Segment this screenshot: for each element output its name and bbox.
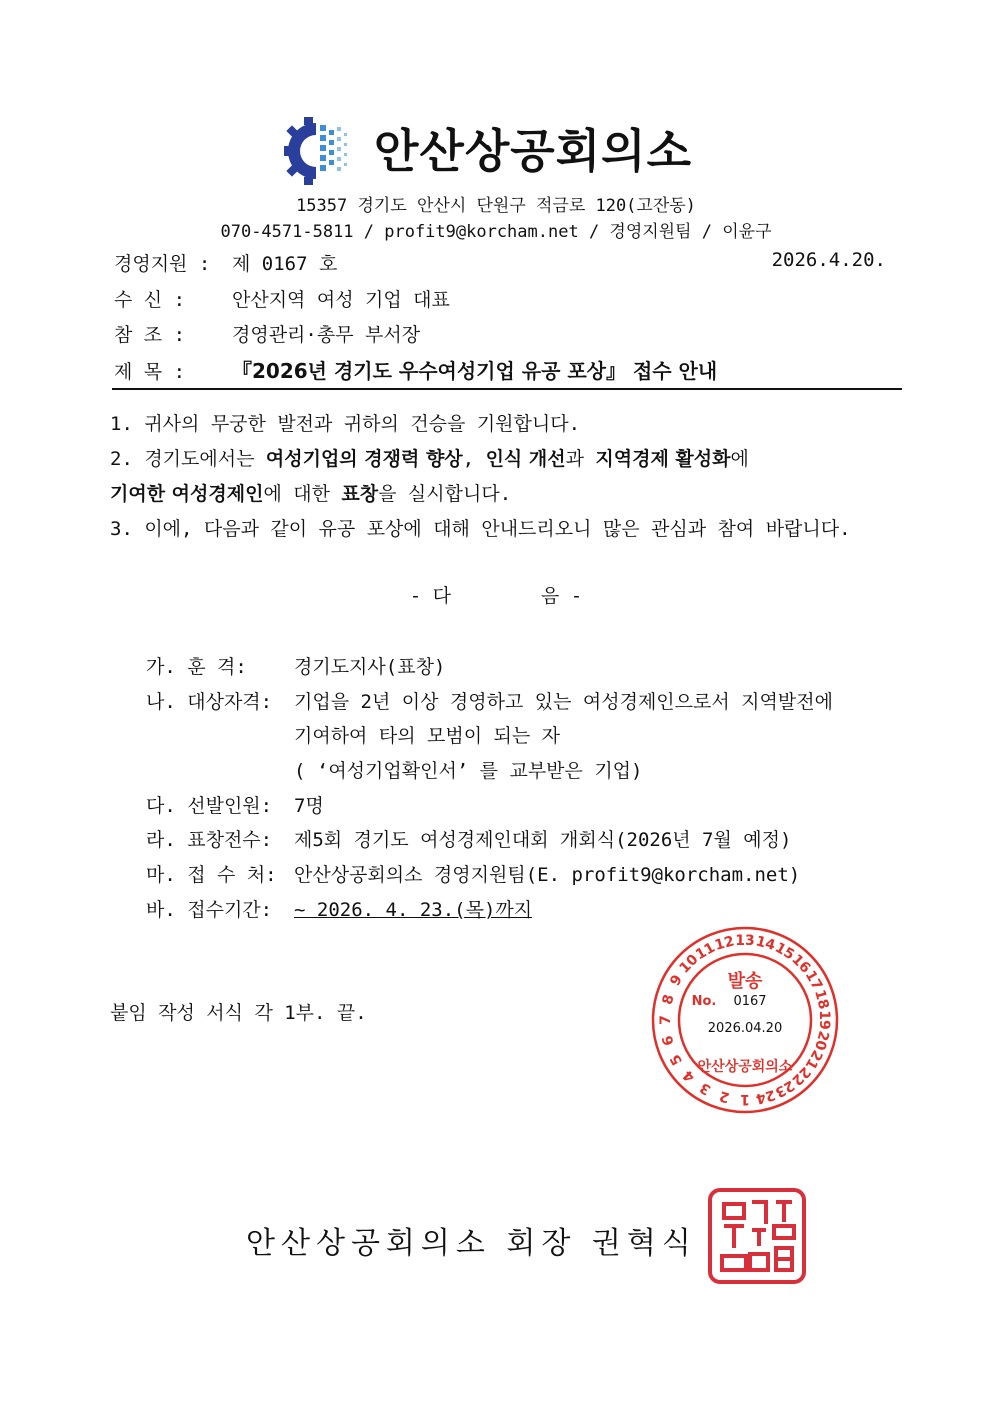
header-divider (112, 388, 902, 390)
org-logo (282, 117, 722, 185)
stamp-ring-number: 17 (801, 968, 826, 993)
item-eligibility-label: 나. 대상자격: (146, 691, 273, 713)
stamp-ring-number: 1 (740, 1091, 750, 1107)
stamp-ring-number: 24 (753, 1086, 777, 1107)
stamp-ring-number: 19 (816, 1010, 832, 1030)
section-heading (0, 581, 992, 608)
recipient-label: 수 신 : (114, 289, 186, 311)
attachment-note: 붙임 작성 서식 각 1부. 끝. (110, 1002, 367, 1024)
item-office-value: 안산상공회의소 경영지원팀(E. profit9@korcham.net) (294, 864, 801, 886)
p2-bold-d: 기여한 여성경제인 (110, 483, 264, 505)
item-selection-label: 다. 선발인원: (146, 795, 273, 817)
stamp-ring-number: 8 (659, 992, 678, 1007)
stamp-ring-number: 13 (735, 933, 755, 949)
item-eligibility-cont-2: ( ‘여성기업확인서’ 를 교부받은 기업) (294, 760, 643, 782)
official-seal-icon (706, 1186, 808, 1286)
p2-bold-a: 여성기업의 경쟁력 향상 (265, 448, 463, 470)
paragraph-1: 1. 귀사의 무궁한 발전과 귀하의 건승을 기원합니다. (110, 413, 581, 435)
item-eligibility (146, 687, 833, 714)
p2-text-c: 과 (565, 448, 596, 470)
stamp-ring-number: 2 (717, 1087, 732, 1106)
stamp-ring-number: 9 (667, 972, 686, 989)
stamp-ring-number: 6 (659, 1033, 678, 1048)
stamp-ring-number: 18 (811, 988, 832, 1012)
item-eligibility-cont-1: 기여하여 타의 모범이 되는 자 (294, 725, 561, 747)
stamp-ring-number: 16 (788, 951, 814, 977)
stamp-ring-number: 10 (676, 951, 702, 977)
stamp-ring-number: 22 (788, 1063, 814, 1089)
heading-right: 음 - (541, 585, 583, 607)
item-selection-count (146, 791, 324, 818)
subject-value: 『2026년 경기도 우수여성기업 유공 포상』 접수 안내 (232, 359, 718, 383)
p2-text-b: , (462, 448, 486, 470)
reference-value: 경영관리·총무 부서장 (232, 324, 421, 346)
stamp-date: 2026.04.20 (707, 1021, 783, 1036)
stamp-ring-number: 7 (658, 1015, 674, 1025)
dispatch-stamp (640, 925, 850, 1115)
stamp-ring-number: 5 (667, 1051, 686, 1068)
item-award (146, 652, 445, 679)
doc-number-value: 제 0167 호 (232, 253, 338, 275)
p2-text-a: 2. 경기도에서는 (110, 448, 266, 470)
item-period-value: ~ 2026. 4. 23.(목)까지 (294, 899, 533, 921)
stamp-no-value: 0167 (733, 994, 767, 1009)
stamp-title: 발송 (727, 971, 763, 992)
p2-bold-c: 지역경제 활성화 (595, 448, 731, 470)
p2-bold-e: 표창 (341, 483, 379, 505)
stamp-ring-number: 14 (753, 933, 777, 954)
org-contact: 070-4571-5811 / profit9@korcham.net / 경영지원팀 / 이윤구 (220, 222, 772, 242)
doc-number-row (114, 249, 886, 276)
reference-label: 참 조 : (114, 324, 186, 346)
org-name: 안산상공회의소 (374, 124, 693, 178)
paragraph-3: 3. 이에, 다음과 같이 유공 포상에 대해 안내드리오니 많은 관심과 참여 바랍니다. (110, 518, 851, 540)
paragraph-2 (110, 444, 749, 471)
stamp-org: 안산상공회의소 (697, 1059, 793, 1075)
heading-left: - 다 (409, 585, 451, 607)
recipient-value: 안산지역 여성 기업 대표 (232, 289, 450, 311)
p2-bold-b: 인식 개선 (485, 448, 566, 470)
item-ceremony-value: 제5회 경기도 여성경제인대회 개회식(2026년 7월 예정) (294, 829, 792, 851)
stamp-outer-ring (653, 928, 837, 1112)
item-ceremony-label: 라. 표창전수: (146, 829, 273, 851)
item-ceremony (146, 825, 791, 852)
doc-number-label: 경영지원 : (114, 253, 211, 275)
stamp-ring-number: 3 (697, 1079, 714, 1098)
gear-logo-icon (282, 117, 372, 185)
subject-label: 제 목 : (114, 361, 186, 383)
stamp-ring-number: 4 (680, 1066, 699, 1085)
signatory: 안산상공회의소 회장 권혁식 (246, 1226, 697, 1261)
item-submission-period (146, 895, 532, 922)
subject-row (114, 355, 717, 384)
stamp-ring-number: 15 (772, 939, 797, 964)
paragraph-2-cont (110, 479, 511, 506)
stamp-ring-number: 11 (693, 939, 718, 964)
stamp-ring-number: 23 (772, 1076, 797, 1101)
item-eligibility-value: 기업을 2년 이상 경영하고 있는 여성경제인으로서 지역발전에 (294, 691, 833, 713)
reference-row (114, 320, 420, 347)
org-address: 15357 경기도 안산시 단원구 적금로 120(고잔동) (296, 196, 696, 216)
stamp-ring-number: 12 (713, 933, 737, 954)
item-award-label: 가. 훈 격: (146, 656, 247, 678)
item-submission-office (146, 860, 800, 887)
p2-text-d: 에 (730, 448, 749, 470)
recipient-row (114, 285, 450, 312)
item-office-label: 마. 접 수 처: (146, 864, 277, 886)
stamp-ring-number: 20 (811, 1028, 832, 1052)
item-award-value: 경기도지사(표창) (294, 656, 446, 678)
stamp-ring-number: 21 (801, 1047, 826, 1072)
p2-text-e: 에 대한 (263, 483, 342, 505)
stamp-no-label: No. (691, 994, 717, 1009)
item-period-label: 바. 접수기간: (146, 899, 273, 921)
p2-text-f: 을 실시합니다. (378, 483, 512, 505)
item-selection-value: 7명 (294, 795, 324, 817)
doc-date: 2026.4.20. (771, 249, 886, 271)
